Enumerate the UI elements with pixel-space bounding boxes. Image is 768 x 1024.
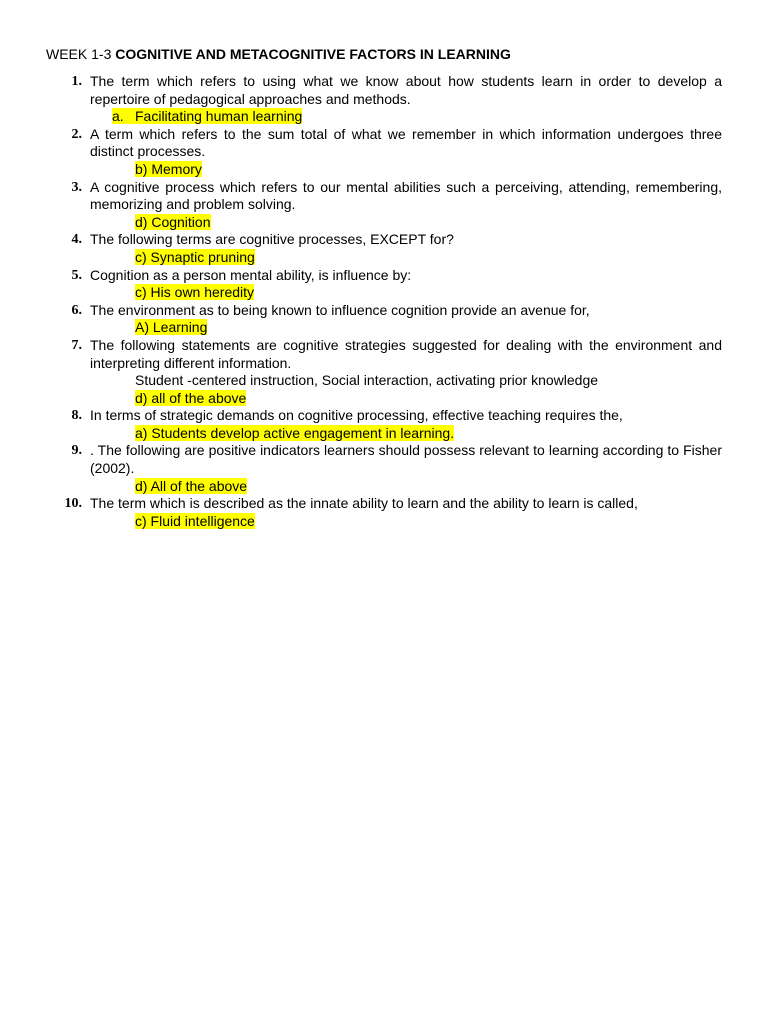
answer-text: c) His own heredity xyxy=(135,284,255,301)
question-number: 7. xyxy=(71,337,82,353)
question-item xyxy=(46,442,722,495)
question-number: 5. xyxy=(71,267,82,283)
question-number: 4. xyxy=(71,232,82,248)
question-number: 6. xyxy=(71,302,82,318)
question-number: 9. xyxy=(71,443,82,459)
title-prefix: WEEK 1-3 xyxy=(46,46,116,62)
question-item xyxy=(46,231,722,266)
question-text: The term which refers to using what we know about how students learn in order to develop a repertoire of pedagogical approaches and methods. xyxy=(90,73,722,107)
answer xyxy=(135,319,722,337)
answer-text: d) Cognition xyxy=(135,213,211,230)
answer-text: d) all of the above xyxy=(135,389,247,406)
question-item xyxy=(46,267,722,302)
answer xyxy=(135,513,722,531)
answer-text: A) Learning xyxy=(135,319,208,336)
question-text: The following terms are cognitive processes, EXCEPT for? xyxy=(90,231,454,248)
question-item xyxy=(46,179,722,232)
document-title xyxy=(46,45,511,63)
answer xyxy=(135,425,722,443)
answer-text: c) Fluid intelligence xyxy=(135,512,255,529)
question-text: The environment as to being known to influence cognition provide an avenue for, xyxy=(90,301,590,318)
question-text: The following statements are cognitive strategies suggested for dealing with the environment and interpreting different information. xyxy=(90,336,722,371)
question-text: . The following are positive indicators learners should possess relevant to learning according to Fisher (2002). xyxy=(90,442,722,477)
question-list xyxy=(46,73,722,530)
answer-text: d) All of the above xyxy=(135,477,248,494)
question-item xyxy=(46,407,722,442)
answer xyxy=(135,284,722,302)
answer xyxy=(135,214,722,232)
question-item xyxy=(46,126,722,179)
question-text: Cognition as a person mental ability, is influence by: xyxy=(90,266,412,283)
answer-text: c) Synaptic pruning xyxy=(135,248,255,265)
question-item xyxy=(46,337,722,407)
answer xyxy=(112,108,722,126)
question-number: 2. xyxy=(71,126,82,142)
question-note: Student -centered instruction, Social interaction, activating prior knowledge xyxy=(135,372,599,389)
answer-highlight xyxy=(112,108,302,124)
question-text: A term which refers to the sum total of what we remember in which information undergoes three distinct processes. xyxy=(90,125,722,160)
question-number: 10. xyxy=(64,496,82,512)
question-number: 3. xyxy=(71,179,82,195)
question-text: A cognitive process which refers to our mental abilities such a perceiving, attending, remembering, memorizing and problem solving. xyxy=(90,178,722,213)
title-text: COGNITIVE AND METACOGNITIVE FACTORS IN LEARNING xyxy=(115,46,511,62)
answer-letter: a. xyxy=(112,108,124,125)
answer-text: a) Students develop active engagement in learning. xyxy=(135,424,455,441)
question-item xyxy=(46,73,722,126)
question-text: In terms of strategic demands on cognitive processing, effective teaching requires the, xyxy=(90,407,623,424)
question-item xyxy=(46,302,722,337)
question-number: 1. xyxy=(71,74,82,89)
answer xyxy=(135,161,722,179)
answer-text: Facilitating human learning xyxy=(135,108,303,125)
answer xyxy=(135,249,722,267)
answer-text: b) Memory xyxy=(135,160,202,177)
question-item xyxy=(46,495,722,530)
answer xyxy=(135,478,722,496)
answer xyxy=(135,390,722,408)
question-number: 8. xyxy=(71,408,82,424)
question-text: The term which is described as the innate ability to learn and the ability to learn is called, xyxy=(90,495,638,512)
